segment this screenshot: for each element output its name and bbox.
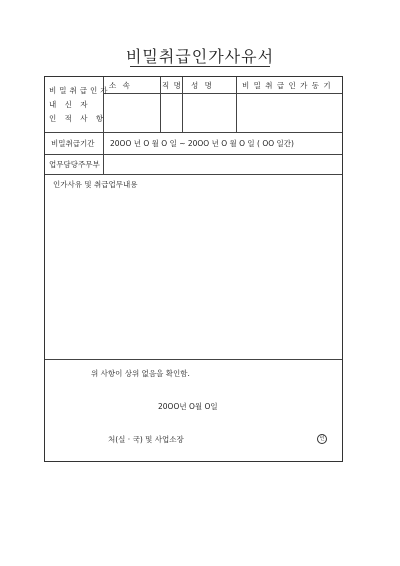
rank-column-divider <box>182 77 183 133</box>
reason-section-bottom-border <box>45 359 342 360</box>
period-row-bottom-border <box>45 154 342 155</box>
motive-header: 비 밀 취 급 인 가 동 기 <box>242 81 332 90</box>
period-label: 비밀취급기간 <box>51 139 95 148</box>
duty-department-label: 업무담당주무부 <box>49 160 100 169</box>
name-header: 성 명 <box>191 81 214 90</box>
header-row-divider <box>103 93 342 94</box>
applicant-row-bottom-border <box>45 132 342 133</box>
title-underline <box>130 66 270 67</box>
form-table <box>44 76 343 462</box>
rank-header: 직 명 <box>162 81 182 90</box>
document-title: 비밀취급인가사유서 <box>125 47 275 66</box>
duty-row-bottom-border <box>45 174 342 175</box>
affiliation-column-divider <box>160 77 161 133</box>
applicant-label-line-3: 인 적 사 항 <box>49 114 107 123</box>
signer-title: 처(실 · 국) 및 사업소장 <box>108 435 184 444</box>
affiliation-header: 소 속 <box>109 81 132 90</box>
confirmation-date: 20OO년 O월 O일 <box>158 402 218 411</box>
seal-mark: 인 <box>317 434 327 444</box>
applicant-info-label <box>49 84 110 126</box>
period-value: 20OO 년 O 월 O 일 ~ 20OO 년 O 월 O 일 ( OO 일간) <box>110 139 294 148</box>
reason-section-label: 인가사유 및 취급업무내용 <box>53 180 138 189</box>
applicant-label-line-1: 비밀취급인가 <box>49 86 111 95</box>
applicant-label-line-2: 내 신 자 <box>49 100 91 109</box>
confirmation-statement: 위 사항이 상위 없음을 확인함. <box>91 369 190 378</box>
name-column-divider <box>236 77 237 133</box>
